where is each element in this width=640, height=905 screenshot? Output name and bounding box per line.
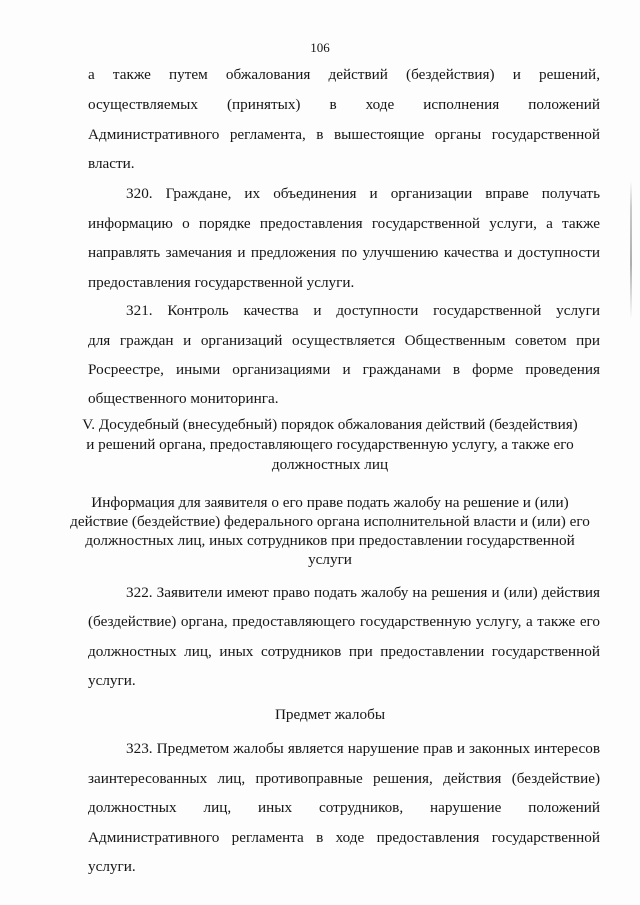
paragraph-323-line: услуги. [88, 858, 136, 875]
paragraph-320-line: 320. Граждане, их объединения и организации вправе получать [126, 185, 600, 202]
paragraph-321-line: общественного мониторинга. [88, 390, 279, 407]
paragraph-321-line: для граждан и организаций осуществляется Общественным советом при [88, 332, 600, 349]
paragraph-323-line: должностных лиц, иных сотрудников, нарушение положений [88, 799, 600, 816]
paragraph-322-line: 322. Заявители имеют право подать жалобу на решения и (или) действия [126, 584, 600, 601]
paragraph-323-line: Административного регламента в ходе предоставления государственной [88, 829, 600, 846]
subheading-line: услуги [308, 551, 352, 568]
paragraph-321-line: 321. Контроль качества и доступности государственной услуги [126, 302, 600, 319]
paragraph-320-line: информацию о порядке предоставления государственной услуги, а также [88, 215, 600, 232]
paragraph-line: а также путем обжалования действий (бездействия) и решений, [88, 66, 600, 83]
page-number: 106 [310, 40, 330, 55]
subheading-line: Информация для заявителя о его праве подать жалобу на решение и (или) [91, 494, 569, 511]
section-heading-line: должностных лиц [271, 456, 389, 473]
paragraph-line: осуществляемых (принятых) в ходе исполнения положений [88, 96, 600, 113]
paragraph-323-line: заинтересованных лиц, противоправные решения, действия (бездействие) [88, 770, 600, 787]
subject-heading: Предмет жалобы [274, 706, 386, 723]
paragraph-321-line: Росреестре, иными организациями и гражданами в форме проведения [88, 361, 600, 378]
paragraph-322-line: услуги. [88, 672, 136, 689]
paragraph-323-line: 323. Предметом жалобы является нарушение прав и законных интересов [126, 740, 600, 757]
subheading-line: действие (бездействие) федерального органа исполнительной власти и (или) его [70, 513, 590, 530]
section-heading-line: V. Досудебный (внесудебный) порядок обжалования действий (бездействия) [82, 416, 578, 433]
scan-edge-shadow [630, 180, 632, 320]
paragraph-line: Административного регламента, в вышестоящие органы государственной [88, 126, 600, 143]
paragraph-line: власти. [88, 155, 135, 172]
section-heading-line: и решений органа, предоставляющего государственную услугу, а также его [86, 436, 574, 453]
subheading-line: должностных лиц, иных сотрудников при предоставлении государственной [85, 532, 575, 549]
paragraph-320-line: предоставления государственной услуги. [88, 274, 355, 291]
paragraph-320-line: направлять замечания и предложения по улучшению качества и доступности [88, 244, 600, 261]
paragraph-322-line: должностных лиц, иных сотрудников при предоставлении государственной [88, 643, 600, 660]
paragraph-322-line: (бездействие) органа, предоставляющего государственную услугу, а также его [88, 613, 600, 630]
